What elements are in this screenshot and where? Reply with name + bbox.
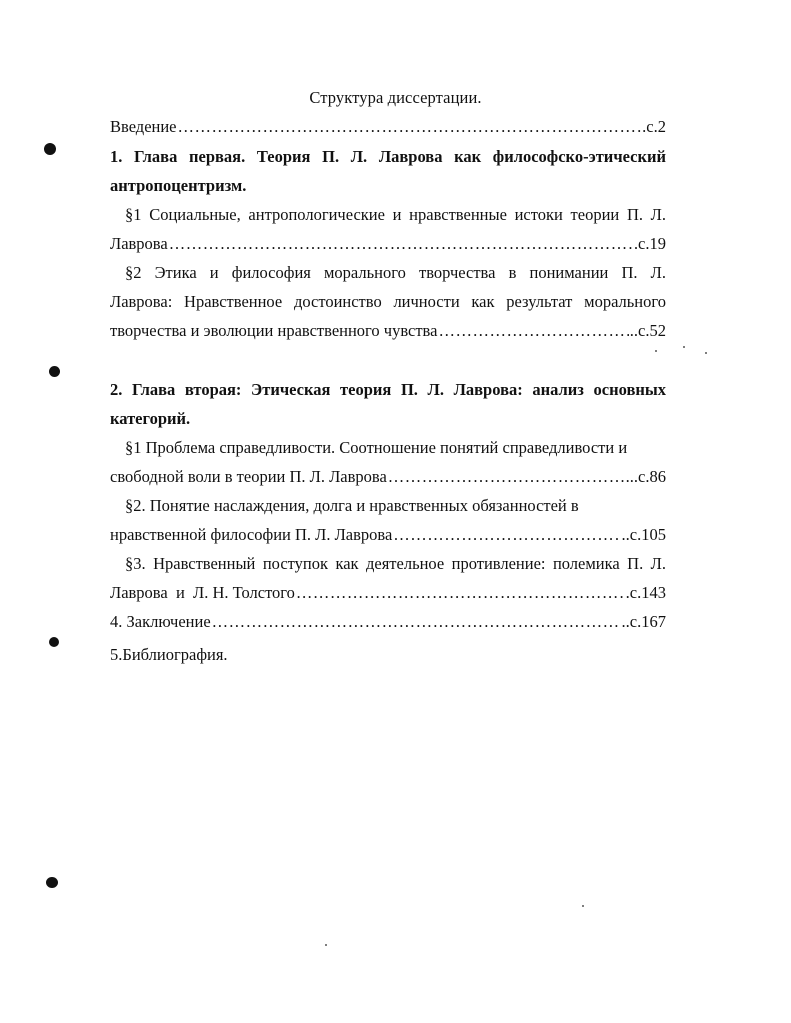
section-2-2-line: §2. Понятие наслаждения, долга и нравственных обязанностей в [125,496,579,515]
section-2-1-line: §1 Проблема справедливости. Соотношение понятий справедливости и [125,438,628,457]
chapter-heading-1-cont: антропоцентризм. [110,176,247,195]
toc-entry-section-2-2 [110,525,666,545]
toc-entry-section-1-1 [110,234,666,254]
toc-label: Введение [110,117,177,136]
scan-speck [325,944,327,946]
toc-page-number: ..с.105 [621,525,666,544]
chapter-heading-1: 1. Глава первая. Теория П. Л. Лаврова как философско-этический [110,147,666,166]
toc-label: творчества и эволюции нравственного чувства [110,321,438,340]
scan-speck [655,350,657,352]
toc-label: нравственной философии П. Л. Лаврова [110,525,393,544]
toc-leader [296,583,625,603]
hole-punch-mark [46,877,58,888]
hole-punch-mark [44,143,56,155]
toc-page-number: .с.2 [642,117,666,136]
section-2-3-line: §3. Нравственный поступок как деятельное противление: полемика П. Л. [125,554,666,573]
toc-leader [388,467,625,487]
toc-page-number: с.19 [638,234,666,253]
chapter-heading-2: 2. Глава вторая: Этическая теория П. Л. Лаврова: анализ основных [110,380,666,399]
toc-label: Лаврова [110,234,168,253]
scan-speck [705,352,707,354]
toc-page-number: ..с.52 [629,321,666,340]
toc-leader [178,117,642,137]
toc-leader [169,234,637,254]
section-1-2-line-2: Лаврова: Нравственное достоинство личности как результат морального [110,292,666,311]
hole-punch-mark [49,366,60,377]
toc-page-number: ..с.167 [621,612,666,631]
toc-entry-section-1-2 [110,321,666,341]
section-1-2-line: §2 Этика и философия морального творчества в понимании П. Л. [125,263,666,282]
chapter-heading-2-cont: категорий. [110,409,191,428]
toc-entry-section-2-1 [110,467,666,487]
toc-entry-conclusion [110,612,666,632]
section-1-1-line: §1 Социальные, антропологические и нравственные истоки теории П. Л. [125,205,666,224]
toc-leader [393,525,620,545]
toc-entry-bibliography: 5.Библиография. [110,645,228,664]
scan-speck [683,346,685,348]
toc-label: 4. Заключение [110,612,211,631]
toc-label: Лаврова и Л. Н. Толстого [110,583,295,602]
toc-entry-section-2-3 [110,583,666,603]
hole-punch-mark [49,637,59,647]
toc-page-number: .с.143 [625,583,666,602]
toc-page-number: ...с.86 [625,467,666,486]
toc-leader [212,612,621,632]
toc-label: свободной воли в теории П. Л. Лаврова [110,467,387,486]
page-title: Структура диссертации. [309,88,482,107]
toc-leader [438,321,628,341]
toc-entry-intro [110,117,666,137]
scan-speck [582,905,584,907]
